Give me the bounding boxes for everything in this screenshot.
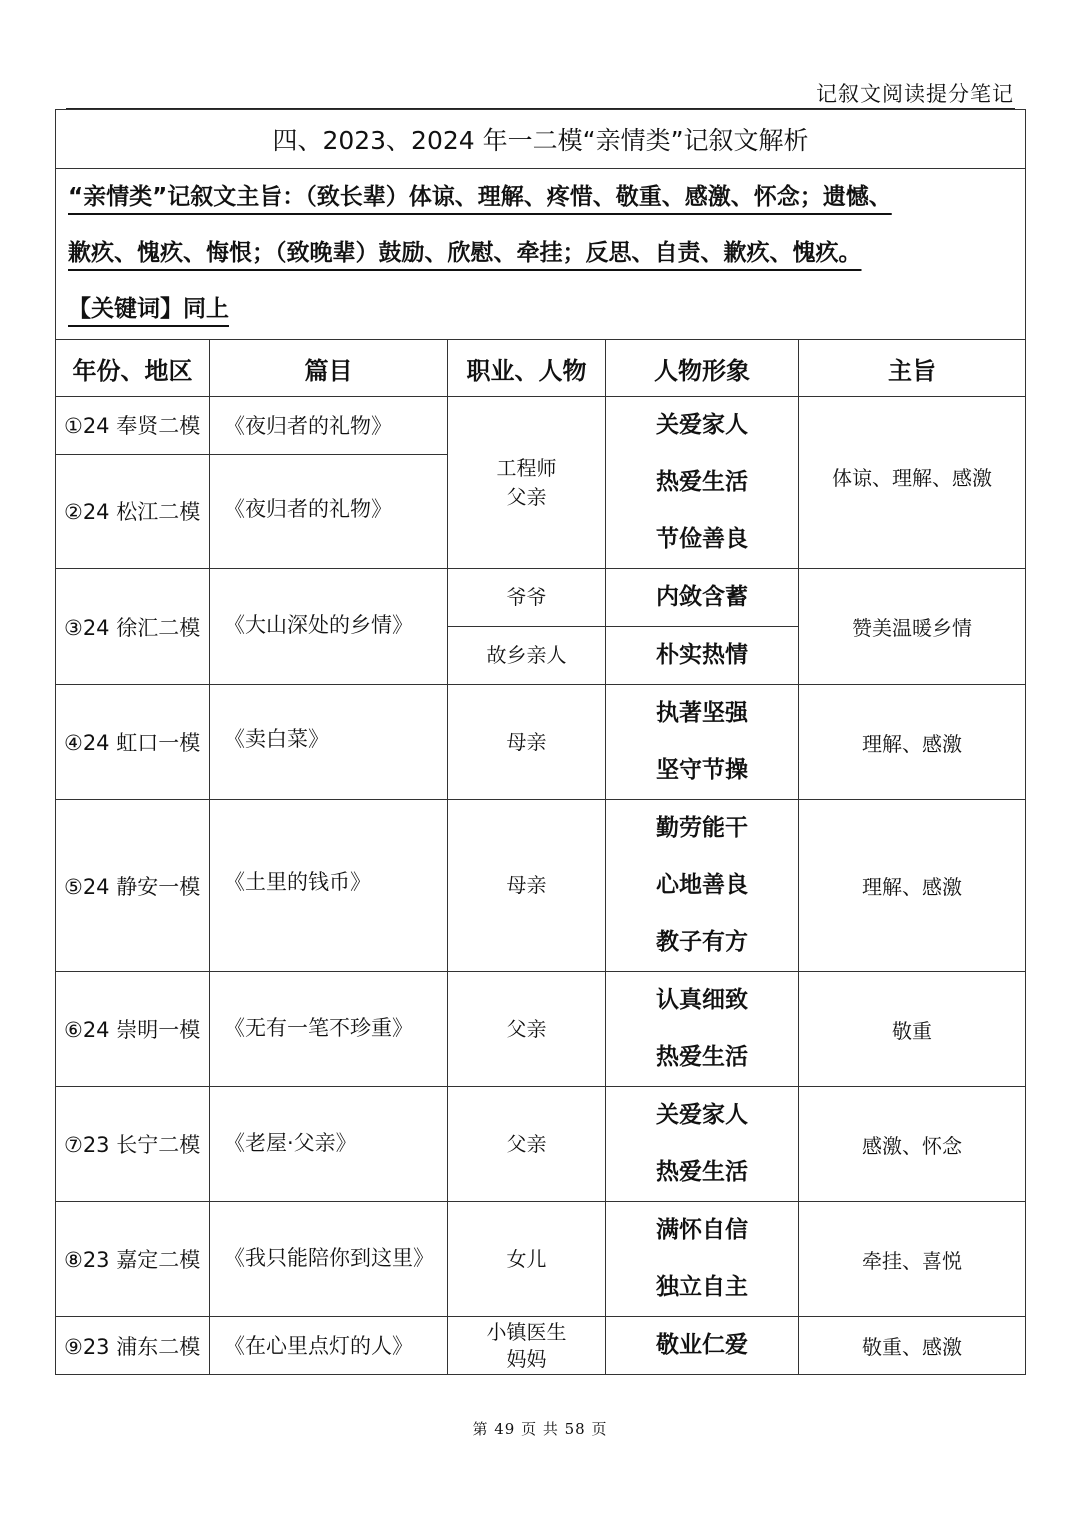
theme-cell: 理解、感激	[799, 800, 1026, 972]
character-trait: 热爱生活	[656, 1159, 748, 1185]
article-cell: 《无有一笔不珍重》	[210, 972, 448, 1087]
table-row	[56, 685, 1026, 800]
character-trait: 执著坚强	[656, 700, 748, 726]
character-trait: 关爱家人	[656, 1102, 748, 1128]
person-cell: 父亲	[448, 972, 606, 1087]
article-cell: 《夜归者的礼物》	[210, 397, 448, 455]
table-row	[56, 1202, 1026, 1317]
theme-cell: 敬重	[799, 972, 1026, 1087]
table-row	[56, 972, 1026, 1087]
character-image-cell	[606, 800, 799, 972]
page-number: 第 49 页 共 58 页	[472, 1420, 608, 1438]
article-cell: 《大山深处的乡情》	[210, 569, 448, 685]
character-trait: 独立自主	[656, 1274, 748, 1300]
person-cell: 爷爷	[448, 569, 606, 627]
person-line: 妈妈	[506, 1346, 547, 1371]
character-image-cell: 内敛含蓄	[606, 569, 799, 627]
character-image-cell	[606, 1202, 799, 1317]
character-image-cell	[606, 972, 799, 1087]
year-region-cell: ③24 徐汇二模	[56, 569, 210, 685]
theme-summary-line-1: “亲情类”记叙文主旨：（致长辈）体谅、理解、疼惜、敬重、感激、怀念；遗憾、	[68, 184, 892, 210]
character-trait: 热爱生活	[656, 469, 748, 495]
table-header-row	[56, 340, 1026, 397]
character-image-cell	[606, 685, 799, 800]
person-cell: 女儿	[448, 1202, 606, 1317]
year-region-cell: ②24 松江二模	[56, 454, 210, 568]
year-region-cell: ⑤24 静安一模	[56, 800, 210, 972]
person-cell: 母亲	[448, 800, 606, 972]
character-trait: 关爱家人	[656, 412, 748, 438]
person-cell	[448, 1317, 606, 1375]
theme-cell: 体谅、理解、感激	[799, 397, 1026, 569]
section-title: 四、2023、2024 年一二模“亲情类”记叙文解析	[56, 110, 1026, 169]
theme-summary-line-2: 歉疚、愧疚、悔恨；（致晚辈）鼓励、欣慰、牵挂；反思、自责、歉疚、愧疚。	[68, 240, 862, 266]
person-line: 工程师	[496, 455, 557, 480]
table-row	[56, 397, 1026, 455]
article-cell: 《在心里点灯的人》	[210, 1317, 448, 1375]
character-image-cell: 敬业仁爱	[606, 1317, 799, 1375]
article-cell: 《老屋·父亲》	[210, 1087, 448, 1202]
year-region-cell: ⑦23 长宁二模	[56, 1087, 210, 1202]
table-row	[56, 1087, 1026, 1202]
theme-cell: 感激、怀念	[799, 1087, 1026, 1202]
table-row	[56, 1317, 1026, 1375]
theme-cell: 理解、感激	[799, 685, 1026, 800]
year-region-cell: ①24 奉贤二模	[56, 397, 210, 455]
article-cell: 《夜归者的礼物》	[210, 454, 448, 568]
analysis-table	[55, 109, 1026, 1375]
person-cell: 故乡亲人	[448, 627, 606, 685]
character-image-cell	[606, 397, 799, 569]
article-cell: 《我只能陪你到这里》	[210, 1202, 448, 1317]
running-header: 记叙文阅读提分笔记	[816, 82, 1014, 106]
person-cell: 父亲	[448, 1087, 606, 1202]
person-line: 父亲	[506, 484, 547, 509]
character-trait: 节俭善良	[656, 526, 748, 552]
column-header-year-region: 年份、地区	[56, 340, 210, 397]
table-row	[56, 800, 1026, 972]
character-image-cell	[606, 1087, 799, 1202]
character-trait: 教子有方	[656, 929, 748, 955]
character-image-cell: 朴实热情	[606, 627, 799, 685]
keywords-line: 【关键词】同上	[68, 296, 229, 322]
year-region-cell: ⑥24 崇明一模	[56, 972, 210, 1087]
character-trait: 坚守节操	[656, 757, 748, 783]
character-trait: 勤劳能干	[656, 815, 748, 841]
character-trait: 满怀自信	[656, 1217, 748, 1243]
person-line: 小镇医生	[486, 1319, 567, 1344]
article-cell: 《土里的钱币》	[210, 800, 448, 972]
year-region-cell: ⑧23 嘉定二模	[56, 1202, 210, 1317]
theme-cell: 赞美温暖乡情	[799, 569, 1026, 685]
article-cell: 《卖白菜》	[210, 685, 448, 800]
intro-block	[56, 169, 1026, 340]
column-header-occupation-person: 职业、人物	[448, 340, 606, 397]
person-cell	[448, 397, 606, 569]
column-header-character-image: 人物形象	[606, 340, 799, 397]
theme-cell: 敬重、感激	[799, 1317, 1026, 1375]
year-region-cell: ④24 虹口一模	[56, 685, 210, 800]
column-header-article: 篇目	[210, 340, 448, 397]
table-row	[56, 569, 1026, 627]
character-trait: 认真细致	[656, 987, 748, 1013]
year-region-cell: ⑨23 浦东二模	[56, 1317, 210, 1375]
character-trait: 心地善良	[656, 872, 748, 898]
person-cell: 母亲	[448, 685, 606, 800]
theme-cell: 牵挂、喜悦	[799, 1202, 1026, 1317]
column-header-theme: 主旨	[799, 340, 1026, 397]
character-trait: 热爱生活	[656, 1044, 748, 1070]
